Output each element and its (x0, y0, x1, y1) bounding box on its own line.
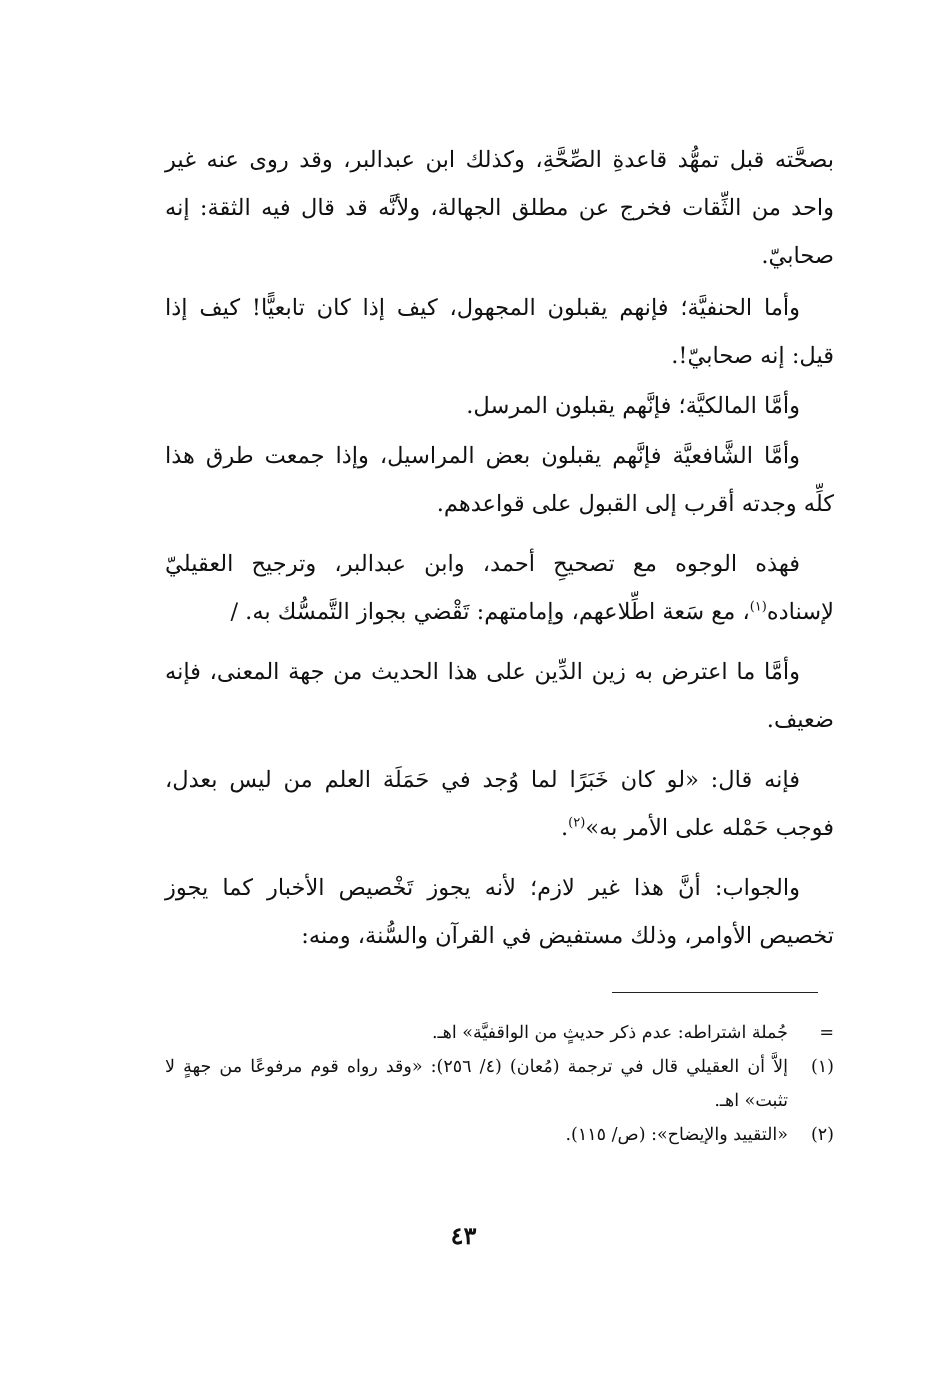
footnote-ref: (٢) (568, 815, 586, 831)
paragraph-text: ، مع سَعة اطِّلاعهم، وإمامتهم: تَقْضي بجواز التَّمسُّك به. / (230, 599, 750, 625)
footnote (165, 1050, 834, 1118)
paragraph-text: فإنه قال: «لو كان خَبَرًا لما وُجد في حَمَلَة العلم من ليس بعدل، فوجب حَمْله على الأمر به» (165, 767, 834, 841)
footnote-text: إلاَّ أن العقيلي قال في ترجمة (مُعان) (٤/ ٢٥٦): «وقد رواه قوم مرفوعًا من جهةٍ لا تثبت» اهـ. (165, 1057, 788, 1111)
footnote-text: «التقييد والإيضاح»: (ص/ ١١٥). (565, 1125, 788, 1145)
paragraph-text: فهذه الوجوه مع تصحيحِ أحمد، وابن عبدالبر، وترجيح العقيليّ لإسناده (165, 551, 834, 625)
paragraph: وأما الحنفيَّة؛ فإنهم يقبلون المجهول، كيف إذا كان تابعيًّا! كيف إذا قيل: إنه صحابيّ!. (165, 295, 834, 369)
paragraph: وأمَّا ما اعترض به زين الدِّين على هذا الحديث من جهة المعنى، فإنه ضعيف. (165, 659, 834, 733)
paragraph: والجواب: أنَّ هذا غير لازم؛ لأنه يجوز تَخْصيص الأخبار كما يجوز تخصيص الأوامر، وذلك مستفيض في القرآن والسُّنة، ومنه: (165, 875, 834, 949)
footnote-divider (612, 992, 818, 993)
paragraph: وأمَّا الشَّافعيَّة فإنَّهم يقبلون بعض المراسيل، وإذا جمعت طرق هذا كلِّه وجدته أقرب إلى القبول على قواعدهم. (165, 443, 834, 517)
footnote-mark: (٢) (810, 1125, 834, 1145)
footnotes (165, 1016, 834, 1152)
paragraph (165, 756, 834, 852)
paragraph-text: . (561, 815, 569, 841)
paragraph (165, 540, 834, 636)
footnote-mark: (١) (810, 1057, 834, 1077)
footnote-mark: = (819, 1023, 834, 1043)
footnote (165, 1016, 834, 1050)
paragraph: وأمَّا المالكيَّة؛ فإنَّهم يقبلون المرسل. (466, 393, 800, 419)
main-text (165, 136, 834, 972)
page-number: ٤٣ (450, 1221, 477, 1250)
paragraph: بصحَّته قبل تمهُّد قاعدةِ الصِّحَّةِ، وكذلك ابن عبدالبر، وقد روى عنه غير واحد من الثِّقات فخرج عن مطلق الجهالة، ولأنَّه قد قال فيه الثقة: إنه صحابيّ. (165, 147, 834, 269)
footnote (165, 1118, 834, 1152)
footnote-ref: (١) (749, 599, 767, 615)
footnote-text: جُملة اشتراطه: عدم ذكر حديثٍ من الواقفيَّة» اهـ. (431, 1023, 788, 1043)
